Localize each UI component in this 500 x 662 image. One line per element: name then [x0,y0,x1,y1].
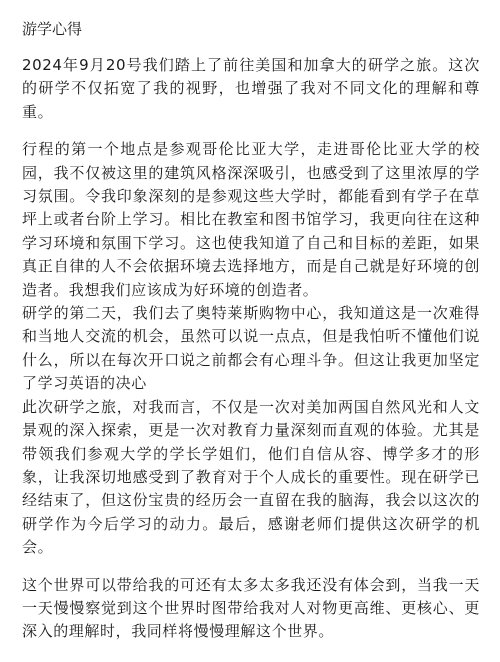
paragraph-intro: 2024年9月20号我们踏上了前往美国和加拿大的研学之旅。这次的研学不仅拓宽了我的视野，也增强了我对不同文化的理解和尊重。 [22,56,480,121]
paragraph-reflection: 此次研学之旅，对我而言，不仅是一次对美加两国自然风光和人文景观的深入探索，更是一次对教育力量深刻而直观的体验。尤其是带领我们参观大学的学长学姐们，他们自信从容、博学多才的形象，让我深切地感受到了教育对于个人成长的重要性。现在研学已经结束了，但这份宝贵的经历会一直留在我的脑海，我会以这次的研学作为今后学习的动力。最后，感谢老师们提供这次研学的机会。 [22,397,480,557]
paragraph-columbia: 行程的第一个地点是参观哥伦比亚大学，走进哥伦比亚大学的校园，我不仅被这里的建筑风格深深吸引，也感受到了这里浓厚的学习氛围。令我印象深刻的是参观这些大学时，都能看到有学子在草坪上或者台阶上学习。相比在教室和图书馆学习，我更向往在这种学习环境和氛围下学习。这也使我知道了自己和目标的差距，如果真正自律的人不会依据环境去选择地方，而是自己就是好环境的创造者。我想我们应该成为好环境的创造者。 [22,140,480,299]
paragraph-gap [22,560,480,574]
document-title: 游学心得 [22,20,83,38]
paragraph-closing: 这个世界可以带给我的可还有太多太多我还没有体会到，当我一天一天慢慢察觉到这个世界时图带给我对人对物更高维、更核心、更深入的理解时，我同样将慢慢理解这个世界。 [22,575,480,641]
paragraph-outlets: 研学的第二天，我们去了奥特莱斯购物中心，我知道这是一次难得和当地人交流的机会，虽然可以说一点点，但是我怕听不懂他们说什么，所以在每次开口说之前都会有心理斗争。但这让我更加坚定了学习英语的决心 [22,304,480,393]
paragraph-gap [22,124,480,138]
